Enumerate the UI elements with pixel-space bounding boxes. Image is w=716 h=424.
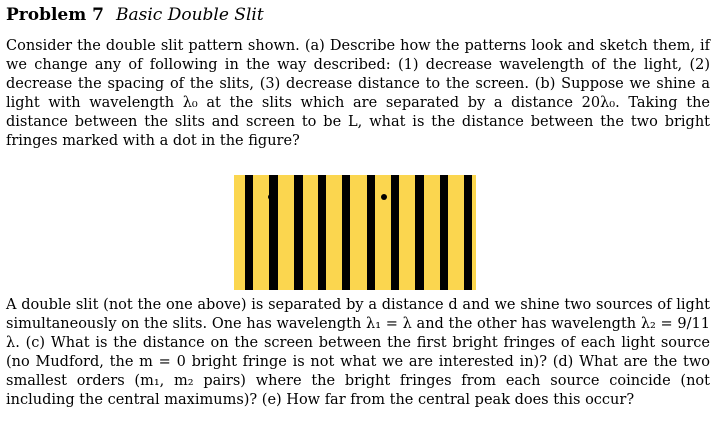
dark-fringe [367, 175, 375, 290]
problem-label: Problem 7 [6, 5, 104, 25]
dark-fringe [342, 175, 350, 290]
dark-fringe [294, 175, 303, 290]
dark-fringe [415, 175, 424, 290]
problem-header [6, 4, 264, 26]
double-slit-figure [234, 175, 476, 290]
dark-fringe [464, 175, 472, 290]
dark-fringe [440, 175, 448, 290]
bright-fringe-marker-dot [268, 194, 274, 200]
problem-paragraph-2: A double slit (not the one above) is separated by a distance d and we shine two sources of light simultaneously on the slits. One has wavelength λ₁ = λ and the other has wavelength λ₂ = 9/11 λ. (c) What is the distance on the screen between the first bright fringes of each light source (no Mudford, the m = 0 bright fringe is not what we are interested in)? (d) What are the two smallest orders (m₁, m₂ pairs) where the bright fringes from each source coincide (not including the central maximums)? (e) How far from the central peak does this occur? [6, 297, 710, 408]
problem-paragraph-1: Consider the double slit pattern shown. (a) Describe how the patterns look and sketch them, if we change any of following in the way described: (1) decrease wavelength of the light, (2) decrease the spacing of the slits, (3) decrease distance to the screen. (b) Suppose we shine a light with wavelength λ₀ at the slits which are separated by a distance 20λ₀. Taking the distance between the slits and screen to be L, what is the distance between the two bright fringes marked with a dot in the figure? [6, 38, 710, 149]
dark-fringe [318, 175, 326, 290]
bright-fringe-marker-dot [381, 194, 387, 200]
problem-subtitle: Basic Double Slit [115, 5, 264, 25]
dark-fringe [269, 175, 278, 290]
dark-fringe [245, 175, 253, 290]
dark-fringe [391, 175, 399, 290]
